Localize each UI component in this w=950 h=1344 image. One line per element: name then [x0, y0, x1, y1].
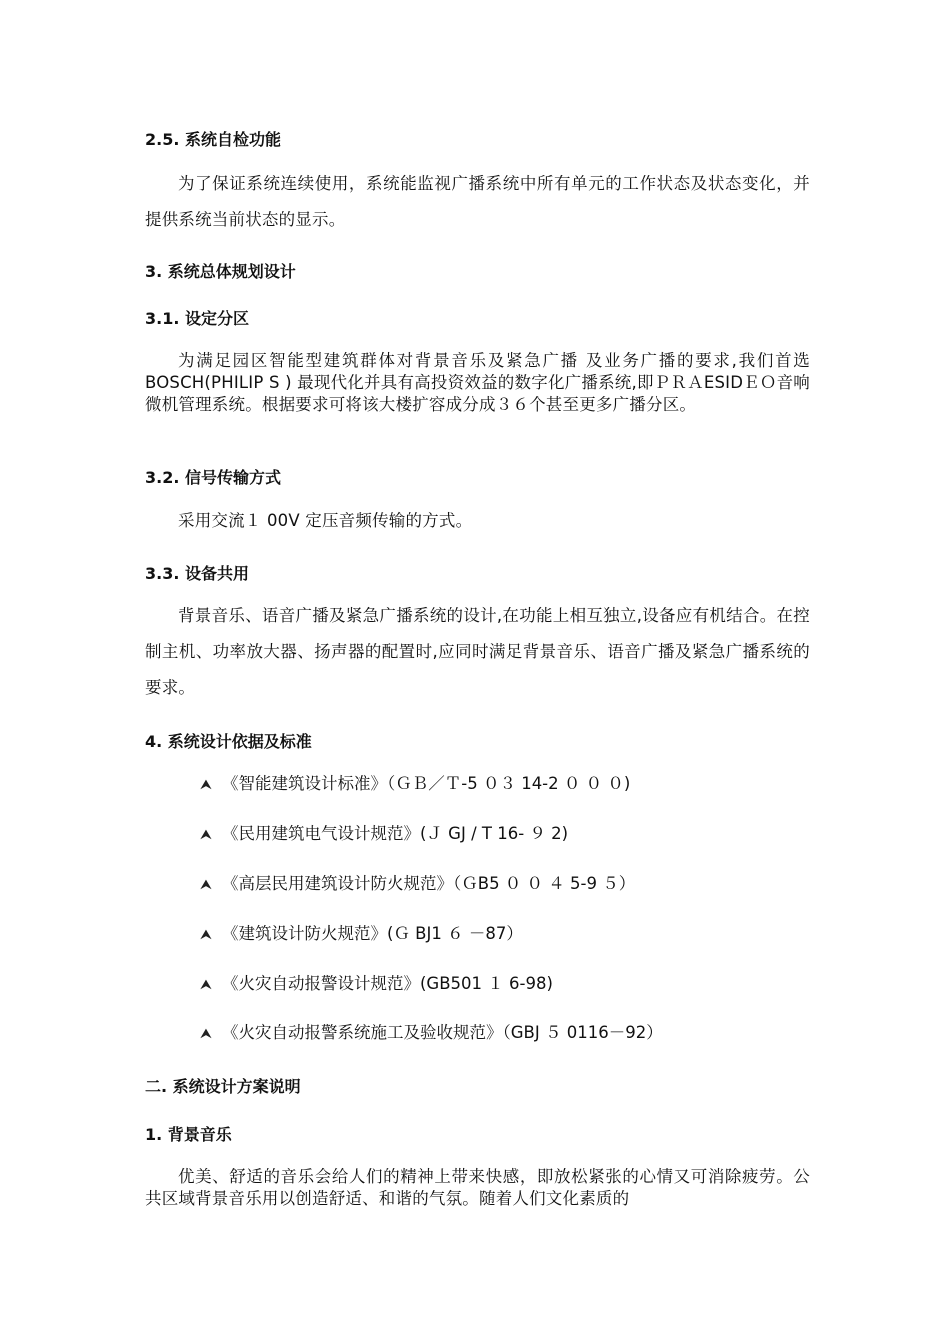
- section-4-heading: 4. 系统设计依据及标准: [145, 732, 312, 751]
- arrowhead-bullet-icon: ⮝: [200, 977, 212, 993]
- standard-item: [200, 773, 630, 796]
- standard-item: [200, 823, 568, 846]
- arrowhead-bullet-icon: ⮝: [200, 1026, 212, 1042]
- section-3-1-body: 为满足园区智能型建筑群体对背景音乐及紧急广播 及业务广播的要求,我们首选BOSCH(PHILIP S ) 最现代化并具有高投资效益的数字化广播系统,即ＰＲＡESIDＥＯ音响微机管理系统。根据要求可将该大楼扩容成分成３６个甚至更多广播分区。: [145, 351, 810, 414]
- section-3-1-heading: 3.1. 设定分区: [145, 309, 249, 328]
- standard-item: [200, 1022, 663, 1045]
- standard-text: 《建筑设计防火规范》(Ｇ BJ1 ６ －87）: [222, 924, 523, 943]
- section-3-3-heading: 3.3. 设备共用: [145, 564, 249, 583]
- standard-item: [200, 873, 635, 896]
- section-3-2-heading: 3.2. 信号传输方式: [145, 468, 281, 487]
- arrowhead-bullet-icon: ⮝: [200, 877, 212, 893]
- part-2-heading: 二. 系统设计方案说明: [145, 1077, 301, 1096]
- standard-text: 《火灾自动报警设计规范》(GB501 １ 6-98): [222, 974, 553, 993]
- section-3-3-body: 背景音乐、语音广播及紧急广播系统的设计,在功能上相互独立,设备应有机结合。在控制主机、功率放大器、扬声器的配置时,应同时满足背景音乐、语音广播及紧急广播系统的要求。: [145, 606, 810, 697]
- arrowhead-bullet-icon: ⮝: [200, 777, 212, 793]
- part-2-1-body: 优美、舒适的音乐会给人们的精神上带来快感，即放松紧张的心情又可消除疲劳。公共区域背景音乐用以创造舒适、和谐的气氛。随着人们文化素质的: [145, 1167, 810, 1208]
- standard-text: 《高层民用建筑设计防火规范》（ＧB5 ０ ０ ４ 5-9 ５）: [222, 874, 636, 893]
- section-2-5-heading: 2.5. 系统自检功能: [145, 130, 281, 149]
- arrowhead-bullet-icon: ⮝: [200, 827, 212, 843]
- part-2-1-heading: 1. 背景音乐: [145, 1125, 232, 1144]
- standard-text: 《智能建筑设计标准》（ＧＢ／Ｔ-5 ０３ 14-2 ０ ０ ０): [222, 774, 631, 793]
- section-2-5-body: 为了保证系统连续使用，系统能监视广播系统中所有单元的工作状态及状态变化，并提供系统当前状态的显示。: [145, 174, 810, 229]
- section-3-2-body: 采用交流１ 00V 定压音频传输的方式。: [178, 511, 473, 530]
- arrowhead-bullet-icon: ⮝: [200, 927, 212, 943]
- section-3-heading: 3. 系统总体规划设计: [145, 262, 296, 281]
- standard-item: [200, 923, 523, 946]
- standard-text: 《火灾自动报警系统施工及验收规范》（GBJ ５ 0116－92）: [222, 1023, 663, 1042]
- standard-text: 《民用建筑电气设计规范》(Ｊ GJ / T 16- ９ 2): [222, 824, 569, 843]
- standard-item: [200, 973, 553, 996]
